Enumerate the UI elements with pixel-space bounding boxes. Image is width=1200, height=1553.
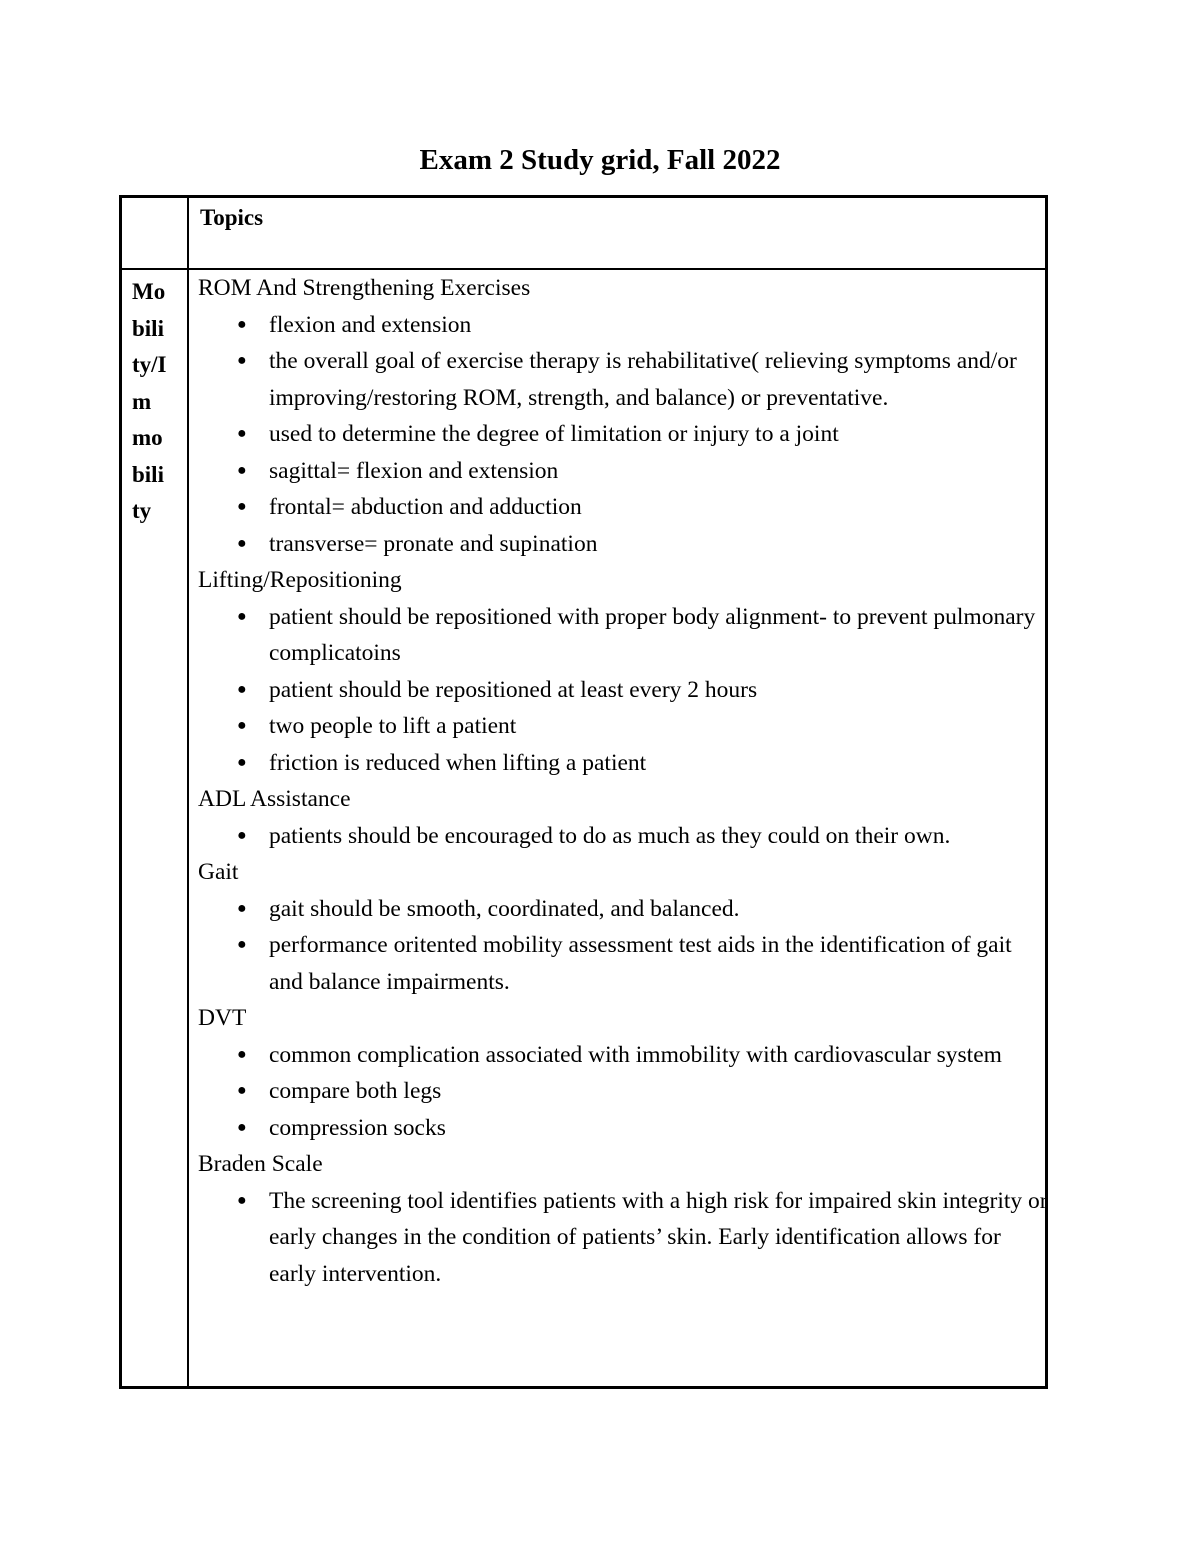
list-item-text: used to determine the degree of limitation or injury to a joint [269, 421, 839, 447]
row-label-line: Mo [132, 279, 166, 304]
list-item [198, 453, 1048, 490]
bullet-list [198, 599, 1048, 782]
bullet-list [198, 1037, 1048, 1147]
topics-cell [198, 270, 1048, 1292]
section-title: Braden Scale [198, 1151, 323, 1177]
section-adl-assistance [198, 781, 1048, 854]
bullet-icon: ● [237, 899, 247, 917]
list-item-text: compare both legs [269, 1078, 442, 1104]
bullet-icon: ● [237, 461, 247, 479]
list-item [198, 818, 1048, 855]
bullet-icon: ● [237, 425, 247, 442]
bullet-list [198, 1183, 1048, 1293]
study-grid-table [119, 195, 1048, 1389]
bullet-list [198, 818, 1048, 855]
row-label-line: mo [132, 425, 163, 450]
bullet-list [198, 307, 1048, 563]
bullet-icon: ● [237, 826, 247, 844]
row-label-line: bili [132, 461, 164, 487]
list-item [198, 1183, 1048, 1293]
list-item-text: gait should be smooth, coordinated, and balanced. [269, 895, 740, 922]
bullet-icon: ● [237, 1082, 247, 1099]
list-item [198, 891, 1048, 928]
bullet-icon: ● [237, 498, 247, 515]
section-braden-scale [198, 1146, 1048, 1292]
row-label-line: m [132, 388, 152, 414]
row-label-mobility-immobility [132, 274, 182, 530]
list-item [198, 307, 1048, 344]
bullet-icon: ● [237, 717, 247, 734]
list-item [198, 599, 1048, 672]
bullet-icon: ● [237, 315, 247, 333]
row-label-line: ty [132, 498, 152, 523]
section-title: DVT [198, 1005, 247, 1031]
list-item [198, 745, 1048, 782]
bullet-icon: ● [237, 753, 247, 771]
list-item-text: two people to lift a patient [269, 713, 517, 739]
column-divider [187, 198, 189, 1386]
row-label-line: bili [132, 315, 164, 341]
section-title: Gait [198, 859, 239, 885]
list-item [198, 343, 1048, 416]
list-item [198, 526, 1048, 563]
list-item [198, 1037, 1048, 1074]
list-item-text: patients should be encouraged to do as much as they could on their own. [269, 822, 951, 849]
list-item-text: flexion and extension [269, 311, 472, 338]
bullet-icon: ● [237, 534, 247, 552]
list-item [198, 927, 1048, 1000]
section-lifting-repositioning [198, 562, 1048, 781]
bullet-list [198, 891, 1048, 1001]
section-gait [198, 854, 1048, 1000]
bullet-icon: ● [237, 607, 247, 625]
list-item [198, 1073, 1048, 1110]
list-item-text: performance oritented mobility assessment test aids in the identification of gait and balance impairments. [269, 932, 1012, 995]
list-item-text: patient should be repositioned at least every 2 hours [269, 676, 758, 703]
bullet-icon: ● [237, 936, 247, 953]
section-rom-strengthening [198, 270, 1048, 562]
list-item [198, 672, 1048, 709]
section-title: ROM And Strengthening Exercises [198, 275, 531, 301]
list-item-text: sagittal= flexion and extension [269, 457, 559, 484]
list-item-text: the overall goal of exercise therapy is rehabilitative( relieving symptoms and/or improving/restoring ROM, strength, and balance) or preventative. [269, 348, 1017, 411]
list-item-text: patient should be repositioned with proper body alignment- to prevent pulmonary complicatoins [269, 603, 1036, 666]
list-item [198, 416, 1048, 453]
section-dvt [198, 1000, 1048, 1146]
row-label-line: ty/I [132, 352, 167, 377]
topics-header: Topics [200, 205, 264, 230]
bullet-icon: ● [237, 352, 247, 369]
bullet-icon: ● [237, 680, 247, 698]
list-item-text: common complication associated with immobility with cardiovascular system [269, 1041, 1002, 1068]
list-item-text: The screening tool identifies patients with a high risk for impaired skin integrity or early changes in the condition of patients’ skin. Early identification allows for early intervention. [269, 1187, 1048, 1287]
list-item [198, 708, 1048, 745]
section-title: ADL Assistance [198, 786, 351, 812]
bullet-icon: ● [237, 1118, 247, 1136]
section-title: Lifting/Repositioning [198, 567, 402, 593]
list-item [198, 1110, 1048, 1147]
document-title: Exam 2 Study grid, Fall 2022 [419, 144, 781, 176]
list-item-text: frontal= abduction and adduction [269, 494, 582, 520]
list-item [198, 489, 1048, 526]
bullet-icon: ● [237, 1045, 247, 1063]
bullet-icon: ● [237, 1191, 247, 1209]
list-item-text: compression socks [269, 1114, 446, 1141]
list-item-text: transverse= pronate and supination [269, 530, 598, 557]
list-item-text: friction is reduced when lifting a patient [269, 749, 647, 776]
